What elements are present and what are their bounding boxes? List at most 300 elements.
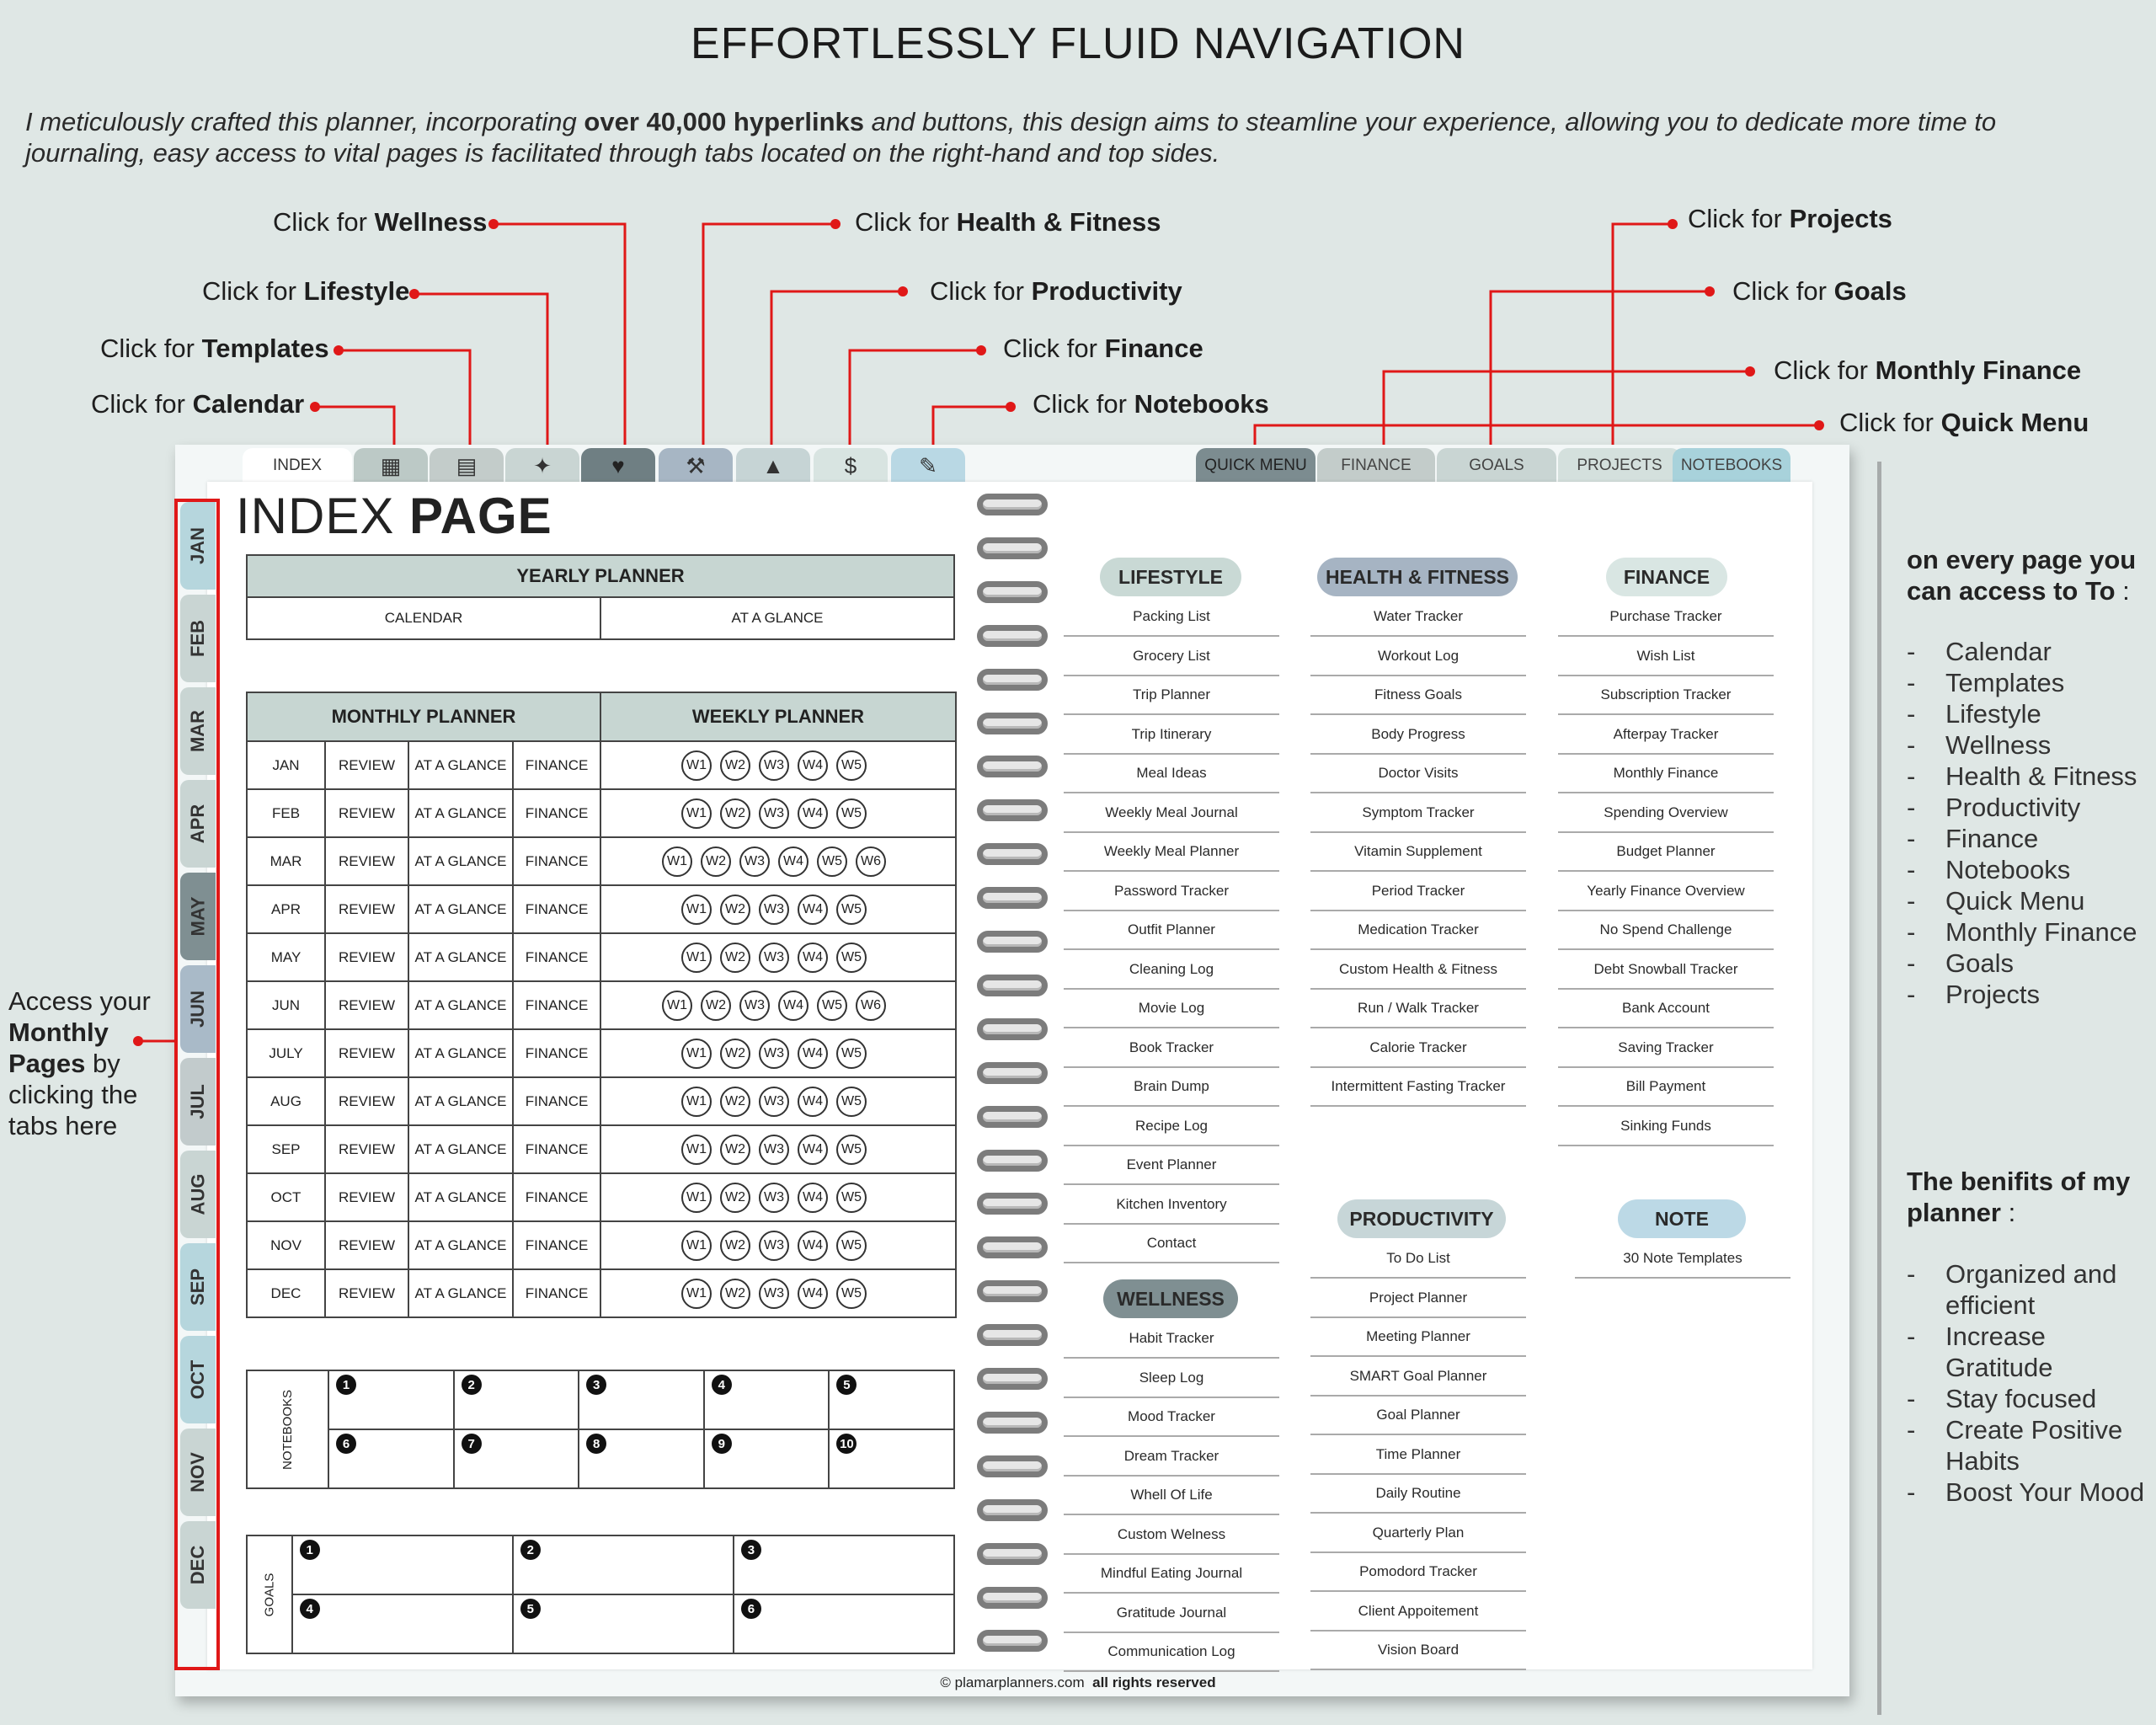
category-item-link[interactable]: Grocery List [1064,638,1279,676]
weekly-links-cell [600,741,956,789]
callout-productivity: Click for Productivity [930,276,1182,306]
category-item-link[interactable]: Time Planner [1310,1436,1526,1475]
category-item-link[interactable]: Calorie Tracker [1310,1029,1526,1068]
wellness-icon[interactable]: ✦ [505,448,579,483]
callout-dot [1668,219,1678,229]
callout-notebooks: Click for Notebooks [1033,389,1269,419]
goals-table [246,1535,955,1654]
category-item-link[interactable]: Mood Tracker [1064,1398,1279,1437]
category-item-link[interactable]: Afterpay Tracker [1558,716,1774,755]
review-link[interactable]: REVIEW [325,837,408,885]
week-link[interactable]: W4 [798,798,828,829]
notebook-slot[interactable]: 2 [454,1370,579,1429]
review-link[interactable]: REVIEW [325,885,408,933]
binding-ring [977,1106,1048,1128]
category-item-link[interactable]: SMART Goal Planner [1310,1358,1526,1397]
category-note-button[interactable]: NOTE [1618,1199,1746,1238]
monthly-row [247,885,956,933]
tab-finance[interactable]: FINANCE [1317,448,1435,483]
monthly-row [247,1221,956,1269]
tab-projects[interactable]: PROJECTS [1558,448,1681,483]
at-a-glance-link[interactable]: AT A GLANCE [408,741,513,789]
month-label: APR [247,885,325,933]
callout-dot [133,1036,143,1046]
week-link[interactable]: W5 [836,1135,867,1165]
category-item-link[interactable]: Password Tracker [1064,873,1279,911]
category-item-link[interactable]: Pomodord Tracker [1310,1553,1526,1592]
binding-ring [977,713,1048,734]
binding-ring [977,1150,1048,1172]
callout-quick-menu: Click for Quick Menu [1839,408,2089,437]
month-label: MAR [247,837,325,885]
week-link[interactable]: W3 [739,846,770,877]
week-link[interactable]: W1 [681,1135,712,1165]
week-link[interactable]: W5 [836,943,867,973]
at-a-glance-link[interactable]: AT A GLANCE [408,1029,513,1077]
category-item-link[interactable]: Daily Routine [1310,1475,1526,1514]
monthly-row [247,741,956,789]
week-link[interactable]: W4 [798,1279,828,1309]
finance-link[interactable]: FINANCE [513,1173,600,1221]
finance-link[interactable]: FINANCE [513,789,600,837]
category-item-link[interactable]: Sinking Funds [1558,1108,1774,1146]
at-a-glance-link[interactable]: AT A GLANCE [408,885,513,933]
weekly-links-cell [600,1173,956,1221]
benefit-item: - Create Positive Habits [1907,1414,2153,1477]
monthly-row [247,1269,956,1317]
category-lifestyle-button[interactable]: LIFESTYLE [1100,558,1241,596]
week-link[interactable]: W4 [798,1087,828,1117]
category-item-link[interactable]: Symptom Tracker [1310,794,1526,833]
month-label: SEP [247,1125,325,1173]
binding-ring [977,1455,1048,1477]
notebook-icon[interactable]: ✎ [891,448,965,483]
binding-ring [977,1018,1048,1040]
templates-icon[interactable]: ▤ [430,448,504,483]
at-a-glance-link[interactable]: AT A GLANCE [408,1077,513,1125]
at-a-glance-link[interactable]: AT A GLANCE [408,933,513,981]
notebook-slot[interactable]: 7 [454,1429,579,1488]
month-label: FEB [247,789,325,837]
notebook-slot[interactable]: 4 [704,1370,830,1429]
category-wellness-button[interactable]: WELLNESS [1103,1279,1238,1318]
category-item-link[interactable]: Whell Of Life [1064,1477,1279,1515]
notebooks-table [246,1370,955,1489]
weekly-links-cell [600,1125,956,1173]
category-item-link[interactable]: Vision Board [1310,1632,1526,1670]
tab-index[interactable]: INDEX [243,448,352,483]
week-link[interactable]: W5 [836,750,867,781]
access-item: - Productivity [1907,792,2151,823]
category-item-link[interactable]: Kitchen Inventory [1064,1186,1279,1225]
week-link[interactable]: W2 [720,750,750,781]
finance-link[interactable]: FINANCE [513,933,600,981]
month-tab-jan[interactable]: JAN [180,502,216,590]
finance-link[interactable]: FINANCE [513,1221,600,1269]
category-item-link[interactable]: Fitness Goals [1310,676,1526,715]
weekly-links-cell [600,1029,956,1077]
category-item-link[interactable]: Run / Walk Tracker [1310,990,1526,1028]
week-link[interactable]: W3 [759,943,789,973]
week-link[interactable]: W2 [720,1279,750,1309]
access-item: - Monthly Finance [1907,916,2151,948]
category-item-link[interactable]: Saving Tracker [1558,1029,1774,1068]
benefits-title: The benifits of my planner : [1907,1167,2131,1227]
week-link[interactable]: W3 [739,991,770,1021]
category-item-link[interactable]: Trip Planner [1064,676,1279,715]
tab-goals[interactable]: GOALS [1437,448,1556,483]
category-item-link[interactable]: Meal Ideas [1064,755,1279,793]
category-item-link[interactable]: Communication Log [1064,1633,1279,1672]
week-link[interactable]: W4 [798,750,828,781]
month-label: NOV [247,1221,325,1269]
month-label: MAY [247,933,325,981]
week-link[interactable]: W4 [798,943,828,973]
month-tab-may[interactable]: MAY [180,873,216,960]
finance-link[interactable]: FINANCE [513,1125,600,1173]
week-link[interactable]: W2 [720,1087,750,1117]
finance-coin-icon[interactable]: $ [814,448,888,483]
category-item-link[interactable]: Bill Payment [1558,1068,1774,1107]
page-headline: EFFORTLESSLY FLUID NAVIGATION [691,19,1465,68]
week-link[interactable]: W4 [798,1231,828,1261]
review-link[interactable]: REVIEW [325,789,408,837]
month-tab-apr[interactable]: APR [180,780,216,868]
week-link[interactable]: W5 [836,895,867,925]
binding-ring [977,931,1048,953]
category-item-link[interactable]: Budget Planner [1558,833,1774,872]
review-link[interactable]: REVIEW [325,1221,408,1269]
week-link[interactable]: W6 [856,846,886,877]
week-link[interactable]: W1 [681,1183,712,1213]
tab-notebooks[interactable]: NOTEBOOKS [1673,448,1790,483]
lifestyle-heart-icon[interactable]: ♥ [581,448,655,483]
week-link[interactable]: W1 [681,943,712,973]
at-a-glance-link[interactable]: AT A GLANCE [408,837,513,885]
category-item-link[interactable]: 30 Note Templates [1575,1240,1790,1279]
category-item-link[interactable]: Recipe Log [1064,1108,1279,1146]
category-item-link[interactable]: Wish List [1558,638,1774,676]
binding-ring [977,581,1048,603]
week-link[interactable]: W1 [681,1279,712,1309]
week-link[interactable]: W1 [681,895,712,925]
week-link[interactable]: W5 [836,1183,867,1213]
category-item-link[interactable]: Vitamin Supplement [1310,833,1526,872]
binding-ring [977,756,1048,777]
notebook-slot[interactable]: 9 [704,1429,830,1488]
side-divider [1877,462,1881,1715]
calendar-icon[interactable]: ▦ [354,448,428,483]
week-link[interactable]: W3 [759,1231,789,1261]
binding-ring [977,1062,1048,1084]
callout-dot [488,219,499,229]
category-item-link[interactable]: Mindful Eating Journal [1064,1555,1279,1594]
category-item-link[interactable]: Project Planner [1310,1279,1526,1318]
week-link[interactable]: W3 [759,750,789,781]
week-link[interactable]: W4 [798,1039,828,1069]
week-link[interactable]: W5 [817,991,847,1021]
month-label: JAN [247,741,325,789]
notebook-slot[interactable]: 5 [829,1370,954,1429]
notebook-slot[interactable]: 10 [829,1429,954,1488]
category-item-link[interactable]: Outfit Planner [1064,911,1279,950]
category-item-link[interactable]: Spending Overview [1558,794,1774,833]
month-tab-sep[interactable]: SEP [180,1243,216,1331]
notebook-slot[interactable]: 8 [579,1429,704,1488]
week-link[interactable]: W2 [720,1039,750,1069]
access-item: - Health & Fitness [1907,761,2151,792]
month-tab-jun[interactable]: JUN [180,965,216,1053]
week-link[interactable]: W2 [720,943,750,973]
category-item-link[interactable]: Weekly Meal Journal [1064,794,1279,833]
category-item-link[interactable]: Sleep Log [1064,1359,1279,1398]
benefit-item: - Organized and efficient [1907,1258,2153,1321]
week-link[interactable]: W4 [798,1135,828,1165]
goal-slot[interactable]: 4 [292,1594,513,1653]
month-tab-aug[interactable]: AUG [180,1151,216,1238]
binding-ring [977,537,1048,559]
week-link[interactable]: W6 [856,991,886,1021]
yearly-planner-header: YEARLY PLANNER [247,555,954,597]
category-productivity-button[interactable]: PRODUCTIVITY [1337,1199,1506,1238]
binding-ring [977,1236,1048,1258]
week-link[interactable]: W2 [720,895,750,925]
week-link[interactable]: W3 [759,798,789,829]
finance-link[interactable]: FINANCE [513,1269,600,1317]
callout-templates: Click for Templates [100,334,329,363]
category-item-link[interactable]: Book Tracker [1064,1029,1279,1068]
category-item-link[interactable]: Yearly Finance Overview [1558,873,1774,911]
callout-calendar: Click for Calendar [91,389,305,419]
at-a-glance-link[interactable]: AT A GLANCE [408,1173,513,1221]
at-a-glance-link[interactable]: AT A GLANCE [408,1269,513,1317]
category-item-link[interactable]: Workout Log [1310,638,1526,676]
month-tab-oct[interactable]: OCT [180,1336,216,1423]
week-link[interactable]: W1 [681,1087,712,1117]
week-link[interactable]: W4 [798,895,828,925]
callout-finance: Click for Finance [1003,334,1203,363]
week-link[interactable]: W3 [759,895,789,925]
benefit-item: - Stay focused [1907,1383,2153,1414]
finance-link[interactable]: FINANCE [513,837,600,885]
week-link[interactable]: W5 [817,846,847,877]
category-item-link[interactable]: Bank Account [1558,990,1774,1028]
category-item-link[interactable]: Debt Snowball Tracker [1558,951,1774,990]
week-link[interactable]: W5 [836,1231,867,1261]
at-a-glance-link[interactable]: AT A GLANCE [408,1221,513,1269]
review-link[interactable]: REVIEW [325,981,408,1029]
category-item-link[interactable]: Meeting Planner [1310,1318,1526,1357]
callout-dot [1814,420,1824,430]
category-item-link[interactable]: Period Tracker [1310,873,1526,911]
access-item: - Templates [1907,667,2151,698]
category-item-link[interactable]: Custom Welness [1064,1516,1279,1555]
category-item-link[interactable]: No Spend Challenge [1558,911,1774,950]
category-item-link[interactable]: Intermittent Fasting Tracker [1310,1068,1526,1107]
review-link[interactable]: REVIEW [325,741,408,789]
week-link[interactable]: W4 [798,1183,828,1213]
yearly-glance-link[interactable]: AT A GLANCE [600,597,954,639]
goal-slot[interactable]: 1 [292,1535,513,1594]
finance-link[interactable]: FINANCE [513,1029,600,1077]
notebook-slot[interactable]: 6 [328,1429,454,1488]
category-item-link[interactable]: Weekly Meal Planner [1064,833,1279,872]
binding-ring [977,1324,1048,1346]
category-item-link[interactable]: Gratitude Journal [1064,1594,1279,1633]
week-link[interactable]: W1 [662,846,692,877]
category-item-link[interactable]: Dream Tracker [1064,1438,1279,1477]
week-link[interactable]: W1 [662,991,692,1021]
callout-health-fitness: Click for Health & Fitness [855,207,1161,237]
review-link[interactable]: REVIEW [325,933,408,981]
weekly-planner-header: WEEKLY PLANNER [600,692,956,741]
binding-ring [977,975,1048,996]
category-item-link[interactable]: Doctor Visits [1310,755,1526,793]
month-tab-jul[interactable]: JUL [180,1058,216,1146]
week-link[interactable]: W2 [720,798,750,829]
intro-pre: I meticulously crafted this planner, incorporating [25,107,584,136]
category-finance-button[interactable]: FINANCE [1606,558,1727,596]
category-item-link[interactable]: Custom Health & Fitness [1310,951,1526,990]
finance-link[interactable]: FINANCE [513,1077,600,1125]
footer-copyright: © plamarplanners.com all rights reserved [940,1674,1216,1690]
category-item-link[interactable]: Medication Tracker [1310,911,1526,950]
goal-slot[interactable]: 3 [734,1535,954,1594]
category-item-link[interactable]: Quarterly Plan [1310,1514,1526,1553]
week-link[interactable]: W1 [681,1039,712,1069]
week-link[interactable]: W3 [759,1279,789,1309]
week-link[interactable]: W2 [720,1231,750,1261]
callout-lifestyle: Click for Lifestyle [202,276,410,306]
benefit-item: - Boost Your Mood [1907,1477,2153,1508]
category-item-link[interactable]: To Do List [1310,1240,1526,1279]
callout-projects: Click for Projects [1688,204,1892,233]
intro-post: and buttons, this design aims to steamline your experience, allowing you to dedicate more time to journaling, easy access to vital pages is facilitated through tabs located on the right-hand and top sides. [25,107,1997,168]
binding-ring [977,1280,1048,1302]
weekly-links-cell [600,1269,956,1317]
week-link[interactable]: W1 [681,798,712,829]
goal-slot[interactable]: 2 [513,1535,734,1594]
category-health-button[interactable]: HEALTH & FITNESS [1317,558,1518,596]
notebook-slot[interactable]: 3 [579,1370,704,1429]
callout-dot [976,345,986,355]
at-a-glance-link[interactable]: AT A GLANCE [408,1125,513,1173]
access-item: - Finance [1907,823,2151,854]
month-tabs-highlight [174,499,220,1670]
yearly-calendar-link[interactable]: CALENDAR [247,597,600,639]
category-item-link[interactable]: Trip Itinerary [1064,716,1279,755]
week-link[interactable]: W2 [720,1135,750,1165]
left-note: Access your Monthly Pages by clicking the tabs here [8,986,151,1140]
category-item-link[interactable]: Event Planner [1064,1146,1279,1185]
monthly-row [247,933,956,981]
access-item: - Quick Menu [1907,885,2151,916]
category-item-link[interactable]: Subscription Tracker [1558,676,1774,715]
notebooks-label-cell [247,1370,328,1488]
notebook-slot[interactable]: 1 [328,1370,454,1429]
binding-ring [977,887,1048,909]
week-link[interactable]: W2 [701,846,731,877]
access-item: - Calendar [1907,636,2151,667]
index-page-title: INDEX PAGE [236,488,552,544]
category-item-link[interactable]: Contact [1064,1225,1279,1263]
access-list [1907,636,2151,1010]
intro-bold: over 40,000 hyperlinks [584,107,864,136]
week-link[interactable]: W2 [720,1183,750,1213]
weekly-links-cell [600,933,956,981]
category-item-link[interactable]: Client Appoitement [1310,1593,1526,1632]
category-item-link[interactable]: Monthly Finance [1558,755,1774,793]
monthly-row [247,1173,956,1221]
review-link[interactable]: REVIEW [325,1125,408,1173]
week-link[interactable]: W3 [759,1135,789,1165]
week-link[interactable]: W1 [681,750,712,781]
category-item-link[interactable]: Water Tracker [1310,598,1526,637]
binding-ring [977,843,1048,865]
goal-slot[interactable]: 5 [513,1594,734,1653]
binding-ring [977,1499,1048,1521]
review-link[interactable]: REVIEW [325,1029,408,1077]
week-link[interactable]: W3 [759,1039,789,1069]
category-item-link[interactable]: Body Progress [1310,716,1526,755]
binding-ring [977,1630,1048,1652]
finance-link[interactable]: FINANCE [513,885,600,933]
week-link[interactable]: W5 [836,1279,867,1309]
month-tab-feb[interactable]: FEB [180,595,216,682]
callout-goals: Click for Goals [1732,276,1907,306]
finance-link[interactable]: FINANCE [513,741,600,789]
tab-quick-menu[interactable]: QUICK MENU [1196,448,1315,483]
month-label: JULY [247,1029,325,1077]
at-a-glance-link[interactable]: AT A GLANCE [408,789,513,837]
fitness-dumbbell-icon[interactable]: ⚒ [659,448,733,483]
callout-dot [830,219,841,229]
week-link[interactable]: W4 [778,991,808,1021]
week-link[interactable]: W5 [836,1039,867,1069]
goal-slot[interactable]: 6 [734,1594,954,1653]
week-link[interactable]: W1 [681,1231,712,1261]
goals-label: GOALS [262,1573,277,1616]
category-item-link[interactable]: Cleaning Log [1064,951,1279,990]
category-item-link[interactable]: Habit Tracker [1064,1320,1279,1359]
review-link[interactable]: REVIEW [325,1173,408,1221]
category-item-link[interactable]: Purchase Tracker [1558,598,1774,637]
category-item-link[interactable]: Packing List [1064,598,1279,637]
month-tab-mar[interactable]: MAR [180,687,216,775]
week-link[interactable]: W4 [778,846,808,877]
monthly-row [247,1077,956,1125]
month-tab-dec[interactable]: DEC [180,1521,216,1609]
productivity-chart-icon[interactable]: ▲ [736,448,810,483]
week-link[interactable]: W2 [701,991,731,1021]
month-tab-nov[interactable]: NOV [180,1429,216,1516]
review-link[interactable]: REVIEW [325,1269,408,1317]
category-item-link[interactable]: Brain Dump [1064,1068,1279,1107]
category-item-link[interactable]: Movie Log [1064,990,1279,1028]
week-link[interactable]: W5 [836,1087,867,1117]
at-a-glance-link[interactable]: AT A GLANCE [408,981,513,1029]
week-link[interactable]: W5 [836,798,867,829]
finance-link[interactable]: FINANCE [513,981,600,1029]
review-link[interactable]: REVIEW [325,1077,408,1125]
week-link[interactable]: W3 [759,1087,789,1117]
week-link[interactable]: W3 [759,1183,789,1213]
monthly-row [247,1125,956,1173]
notebooks-label: NOTEBOOKS [280,1389,296,1470]
category-item-link[interactable]: Goal Planner [1310,1397,1526,1435]
access-item: - Lifestyle [1907,698,2151,729]
callout-dot [409,289,419,299]
